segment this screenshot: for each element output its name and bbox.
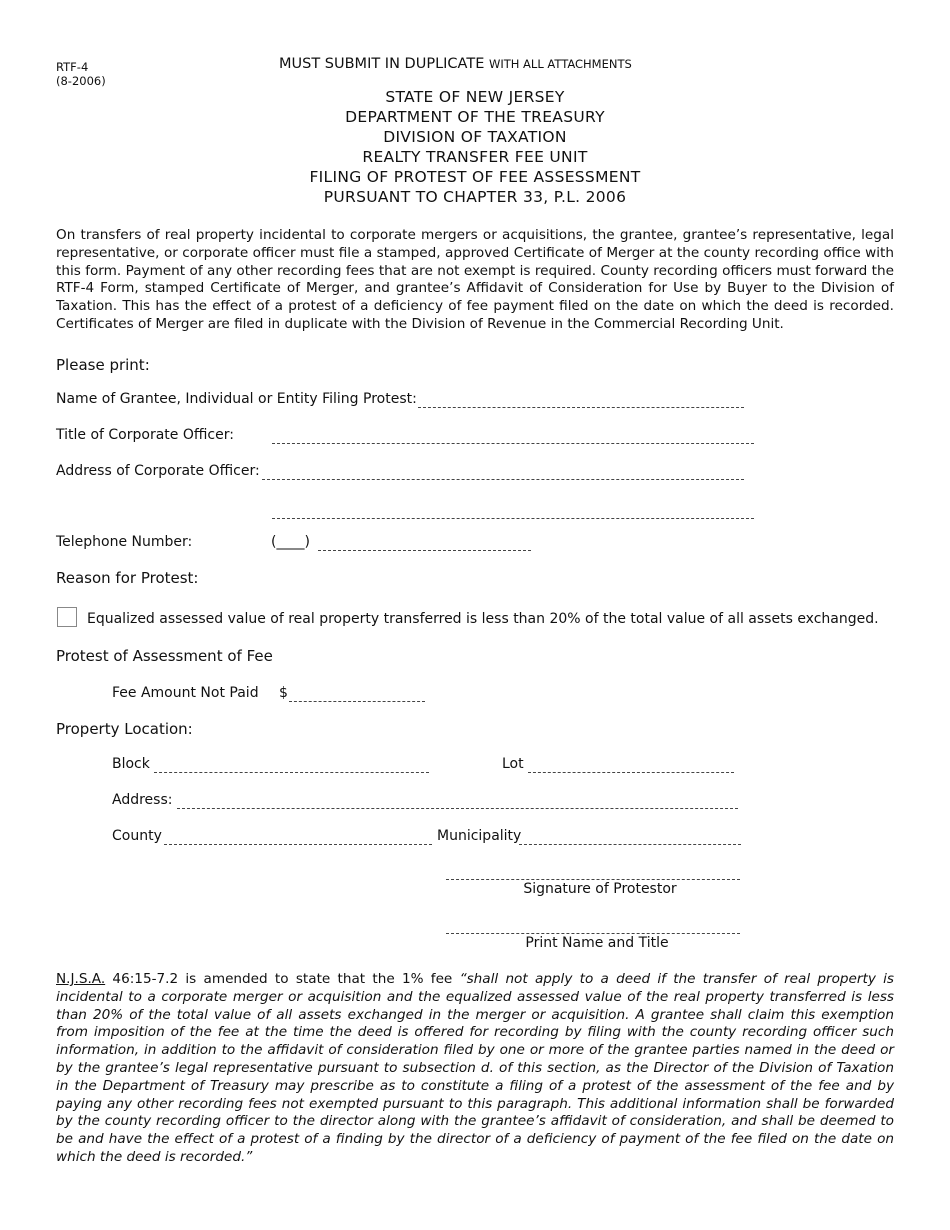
lot-label: Lot [502,756,524,772]
form-id: RTF-4 [56,60,89,74]
form-title [0,87,950,207]
grantee-label: Name of Grantee, Individual or Entity Filing Protest: [56,391,417,407]
county-label: County [112,828,162,844]
officer-address-input-2[interactable] [272,502,754,519]
officer-title-input[interactable] [272,427,754,444]
fee-currency: $ [279,685,288,701]
signature-line[interactable] [446,864,740,880]
municipality-input[interactable] [519,828,741,845]
location-heading: Property Location: [56,720,193,738]
protest-heading: Protest of Assessment of Fee [56,647,273,665]
telephone-input[interactable] [318,534,531,551]
title-line-6: PURSUANT TO CHAPTER 33, P.L. 2006 [323,188,627,206]
officer-address-input[interactable] [262,463,744,480]
county-input[interactable] [164,828,432,845]
lot-input[interactable] [528,756,734,773]
telephone-label: Telephone Number: [56,534,193,550]
statute-intro: 46:15-7.2 is amended to state that the 1% fee [105,971,460,987]
title-line-4: REALTY TRANSFER FEE UNIT [362,148,588,166]
title-line-3: DIVISION OF TAXATION [383,128,567,146]
title-line-2: DEPARTMENT OF THE TREASURY [345,108,605,126]
statute-paragraph [56,971,894,1167]
title-line-1: STATE OF NEW JERSEY [385,88,565,106]
fee-amount-input[interactable] [289,685,425,702]
print-name-label: Print Name and Title [525,935,669,951]
submit-main: MUST SUBMIT IN DUPLICATE [279,56,485,72]
fee-label: Fee Amount Not Paid [112,685,259,701]
intro-paragraph: On transfers of real property incidental to corporate mergers or acquisitions, the grantee, grantee’s representative, legal representative, or corporate officer must file a stamped, approved Certificate of Merger at the county recording office with this form. Payment of any other recording fees that are not exempt is required. County recording officers must forward the RTF-4 Form, stamped Certificate of Merger, and grantee’s Affidavit of Consideration for Use by Buyer to the Division of Taxation. This has the effect of a protest of a deficiency of fee payment filed on the date on which the deed is recorded. Certificates of Merger are filed in duplicate with the Division of Revenue in the Commercial Recording Unit. [56,227,894,332]
reason-checkbox-label: Equalized assessed value of real property transferred is less than 20% of the total value of all assets exchanged. [87,611,879,627]
officer-address-label: Address of Corporate Officer: [56,463,260,479]
title-line-5: FILING OF PROTEST OF FEE ASSESSMENT [309,168,641,186]
block-label: Block [112,756,150,772]
address-input[interactable] [177,792,738,809]
reason-heading: Reason for Protest: [56,569,199,587]
grantee-input[interactable] [418,391,744,408]
telephone-area-code: (____) [271,534,310,550]
address-label: Address: [112,792,173,808]
municipality-label: Municipality [437,828,522,844]
signature-label: Signature of Protestor [523,881,677,897]
please-print-label: Please print: [56,356,150,374]
block-input[interactable] [154,756,429,773]
officer-title-label: Title of Corporate Officer: [56,427,234,443]
submit-notice [279,56,632,72]
form-date: (8-2006) [56,74,106,88]
statute-citation: N.J.S.A. [56,971,106,987]
statute-quote: “shall not apply to a deed if the transfer of real property is incidental to a corporate merger or acquisition and the equalized assessed value of the real property transferred is less than 20% of the total value of all assets exchanged in the merger or acquisition. A grantee shall claim this exemption from imposition of the fee at the time the deed is offered for recording by filing with the county recording officer such information, in addition to the affidavit of consideration filed by one or more of the grantee parties named in the deed or by the grantee’s legal representative pursuant to subsection d. of this section, as the Director of the Division of Taxation in the Department of Treasury may prescribe as to constitute a filing of a protest of the assessment of the fee and by paying any other recording fees not exempted pursuant to this paragraph. This additional information shall be forwarded by the county recording officer to the director along with the grantee’s affidavit of consideration, and shall be deemed to be and have the effect of a protest of a finding by the director of a deficiency of payment of the fee filed on the date on which the deed is recorded.” [56,971,894,1165]
reason-checkbox[interactable] [57,607,77,627]
print-name-line[interactable] [446,918,740,934]
submit-sub: WITH ALL ATTACHMENTS [488,57,632,71]
